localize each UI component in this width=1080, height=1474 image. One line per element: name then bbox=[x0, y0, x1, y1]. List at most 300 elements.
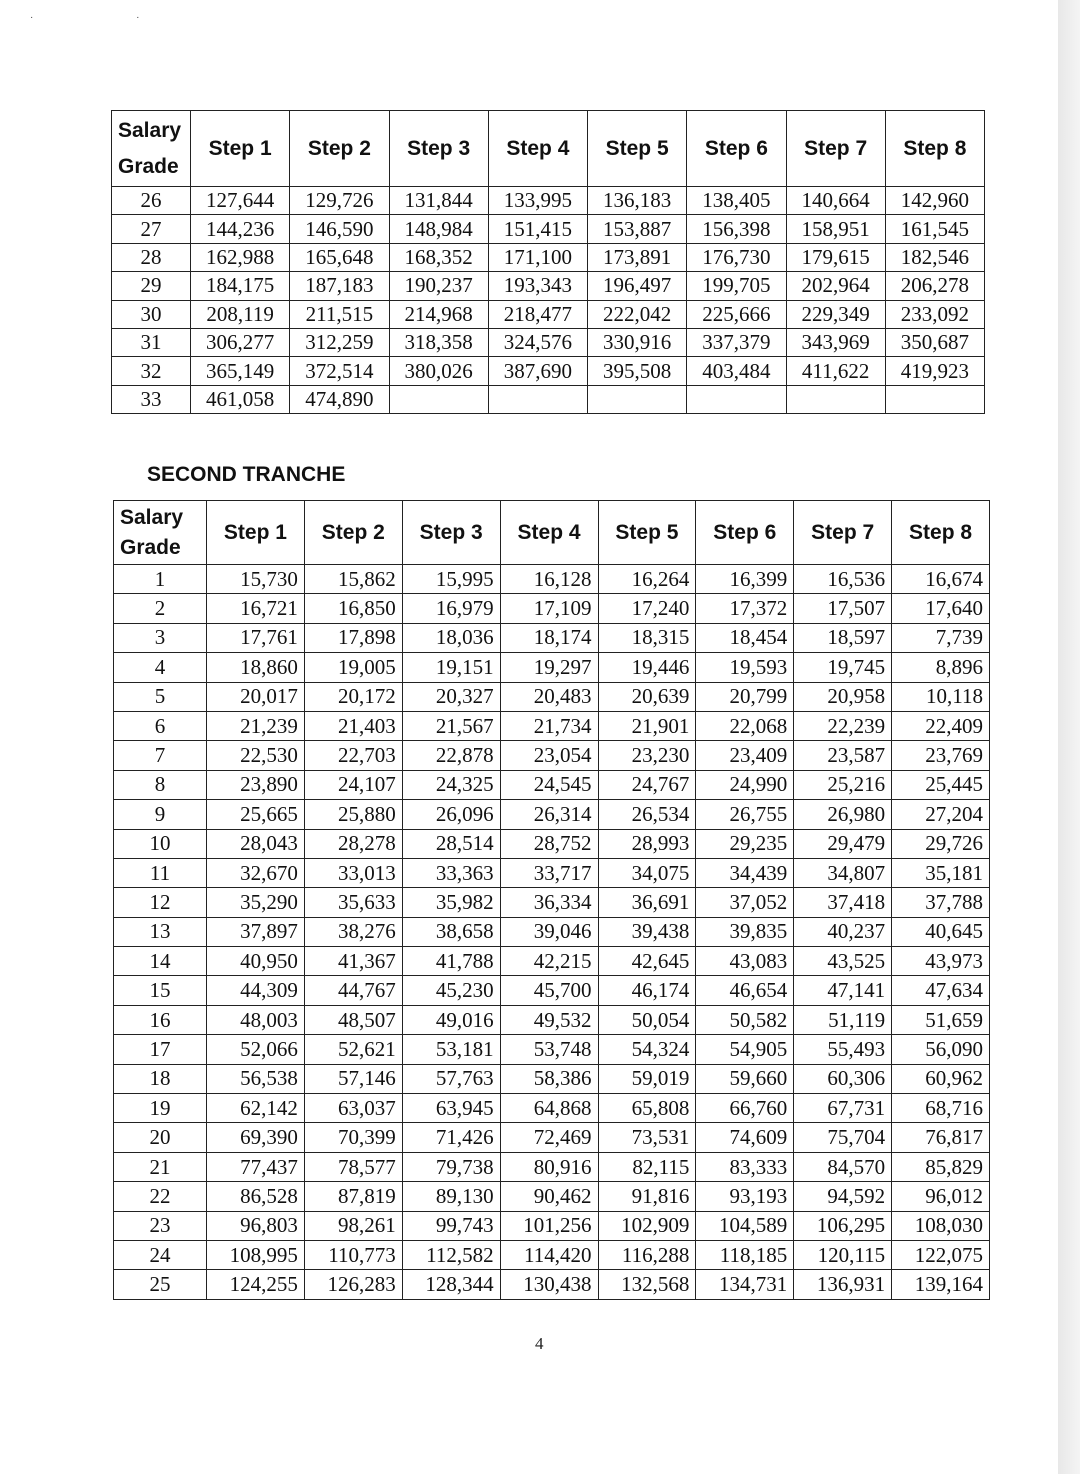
salary-cell: 225,666 bbox=[687, 300, 786, 328]
salary-cell: 90,462 bbox=[500, 1182, 598, 1211]
salary-cell: 21,901 bbox=[598, 711, 696, 740]
salary-cell: 59,019 bbox=[598, 1064, 696, 1093]
salary-cell: 57,763 bbox=[402, 1064, 500, 1093]
salary-cell: 102,909 bbox=[598, 1211, 696, 1240]
salary-cell: 101,256 bbox=[500, 1211, 598, 1240]
salary-cell: 63,945 bbox=[402, 1094, 500, 1123]
salary-cell: 50,054 bbox=[598, 1005, 696, 1034]
salary-cell: 17,240 bbox=[598, 594, 696, 623]
salary-cell: 69,390 bbox=[207, 1123, 305, 1152]
salary-cell: 21,734 bbox=[500, 711, 598, 740]
salary-cell: 156,398 bbox=[687, 215, 786, 243]
step-header: Step 8 bbox=[892, 501, 990, 565]
salary-cell: 43,973 bbox=[892, 947, 990, 976]
header-line-grade: Grade bbox=[118, 154, 179, 178]
salary-cell: 24,990 bbox=[696, 770, 794, 799]
salary-cell: 120,115 bbox=[794, 1240, 892, 1269]
page-number: 4 bbox=[535, 1334, 544, 1353]
salary-cell: 78,577 bbox=[304, 1152, 402, 1181]
table-row bbox=[114, 976, 990, 1005]
salary-grade-cell: 27 bbox=[112, 215, 191, 243]
salary-cell: 20,639 bbox=[598, 682, 696, 711]
salary-cell: 47,634 bbox=[892, 976, 990, 1005]
salary-cell: 118,185 bbox=[696, 1240, 794, 1269]
table-row bbox=[112, 215, 985, 243]
salary-cell: 56,538 bbox=[207, 1064, 305, 1093]
salary-cell: 27,204 bbox=[892, 800, 990, 829]
salary-cell: 16,128 bbox=[500, 565, 598, 594]
salary-cell: 99,743 bbox=[402, 1211, 500, 1240]
section-title: SECOND TRANCHE bbox=[147, 463, 346, 486]
salary-cell: 49,016 bbox=[402, 1005, 500, 1034]
salary-cell: 37,788 bbox=[892, 888, 990, 917]
salary-grade-cell: 15 bbox=[114, 976, 207, 1005]
table-row bbox=[114, 1035, 990, 1064]
salary-cell: 151,415 bbox=[488, 215, 587, 243]
salary-cell: 25,880 bbox=[304, 800, 402, 829]
salary-grade-header bbox=[114, 501, 207, 565]
salary-cell: 28,993 bbox=[598, 829, 696, 858]
salary-cell: 218,477 bbox=[488, 300, 587, 328]
salary-cell: 190,237 bbox=[389, 272, 488, 300]
salary-cell: 21,567 bbox=[402, 711, 500, 740]
salary-cell: 82,115 bbox=[598, 1152, 696, 1181]
salary-cell: 63,037 bbox=[304, 1094, 402, 1123]
salary-cell: 20,017 bbox=[207, 682, 305, 711]
salary-cell: 211,515 bbox=[290, 300, 389, 328]
salary-cell: 122,075 bbox=[892, 1240, 990, 1269]
salary-cell: 176,730 bbox=[687, 243, 786, 271]
salary-cell: 34,439 bbox=[696, 858, 794, 887]
salary-cell: 16,979 bbox=[402, 594, 500, 623]
salary-cell: 41,788 bbox=[402, 947, 500, 976]
salary-grade-cell: 11 bbox=[114, 858, 207, 887]
salary-cell: 139,164 bbox=[892, 1270, 990, 1299]
salary-cell: 131,844 bbox=[389, 187, 488, 215]
salary-cell: 22,239 bbox=[794, 711, 892, 740]
salary-cell: 16,536 bbox=[794, 565, 892, 594]
salary-cell: 86,528 bbox=[207, 1182, 305, 1211]
salary-cell: 66,760 bbox=[696, 1094, 794, 1123]
salary-cell: 229,349 bbox=[786, 300, 885, 328]
salary-cell: 45,700 bbox=[500, 976, 598, 1005]
step-header: Step 7 bbox=[794, 501, 892, 565]
salary-cell: 162,988 bbox=[191, 243, 290, 271]
salary-cell: 42,645 bbox=[598, 947, 696, 976]
salary-cell: 22,530 bbox=[207, 741, 305, 770]
salary-cell: 24,545 bbox=[500, 770, 598, 799]
salary-cell: 17,640 bbox=[892, 594, 990, 623]
salary-cell: 372,514 bbox=[290, 357, 389, 385]
salary-cell: 75,704 bbox=[794, 1123, 892, 1152]
salary-cell: 17,507 bbox=[794, 594, 892, 623]
salary-cell: 182,546 bbox=[885, 243, 984, 271]
salary-cell: 312,259 bbox=[290, 328, 389, 356]
salary-cell: 49,532 bbox=[500, 1005, 598, 1034]
step-header: Step 2 bbox=[304, 501, 402, 565]
salary-cell: 44,767 bbox=[304, 976, 402, 1005]
step-header: Step 3 bbox=[402, 501, 500, 565]
salary-cell: 222,042 bbox=[588, 300, 687, 328]
table-header-row bbox=[114, 501, 990, 565]
salary-cell: 15,995 bbox=[402, 565, 500, 594]
salary-cell: 47,141 bbox=[794, 976, 892, 1005]
salary-cell: 10,118 bbox=[892, 682, 990, 711]
salary-cell: 91,816 bbox=[598, 1182, 696, 1211]
salary-cell: 202,964 bbox=[786, 272, 885, 300]
salary-grade-cell: 12 bbox=[114, 888, 207, 917]
step-header: Step 4 bbox=[488, 111, 587, 187]
salary-cell: 93,193 bbox=[696, 1182, 794, 1211]
salary-cell: 54,324 bbox=[598, 1035, 696, 1064]
salary-cell: 51,119 bbox=[794, 1005, 892, 1034]
salary-grade-cell: 16 bbox=[114, 1005, 207, 1034]
salary-cell: 187,183 bbox=[290, 272, 389, 300]
salary-cell: 17,761 bbox=[207, 623, 305, 652]
table-row bbox=[112, 243, 985, 271]
salary-grade-cell: 24 bbox=[114, 1240, 207, 1269]
salary-cell: 19,151 bbox=[402, 653, 500, 682]
salary-cell: 26,534 bbox=[598, 800, 696, 829]
salary-cell: 140,664 bbox=[786, 187, 885, 215]
salary-grade-cell: 5 bbox=[114, 682, 207, 711]
salary-grade-cell: 26 bbox=[112, 187, 191, 215]
salary-cell: 39,835 bbox=[696, 917, 794, 946]
scan-specks: · · bbox=[30, 12, 190, 23]
salary-cell bbox=[885, 385, 984, 413]
table-header-row bbox=[112, 111, 985, 187]
table-row bbox=[114, 1240, 990, 1269]
salary-cell: 38,276 bbox=[304, 917, 402, 946]
salary-cell: 34,807 bbox=[794, 858, 892, 887]
salary-cell: 42,215 bbox=[500, 947, 598, 976]
salary-cell: 206,278 bbox=[885, 272, 984, 300]
salary-cell bbox=[588, 385, 687, 413]
table-row bbox=[114, 947, 990, 976]
salary-cell: 127,644 bbox=[191, 187, 290, 215]
salary-cell: 29,726 bbox=[892, 829, 990, 858]
step-header: Step 6 bbox=[687, 111, 786, 187]
table-row bbox=[114, 888, 990, 917]
salary-cell: 50,582 bbox=[696, 1005, 794, 1034]
salary-cell: 98,261 bbox=[304, 1211, 402, 1240]
salary-cell: 21,403 bbox=[304, 711, 402, 740]
salary-grade-cell: 28 bbox=[112, 243, 191, 271]
salary-cell: 18,860 bbox=[207, 653, 305, 682]
salary-cell: 77,437 bbox=[207, 1152, 305, 1181]
salary-cell: 208,119 bbox=[191, 300, 290, 328]
salary-cell: 20,327 bbox=[402, 682, 500, 711]
salary-cell: 35,633 bbox=[304, 888, 402, 917]
table-row bbox=[114, 917, 990, 946]
salary-cell: 193,343 bbox=[488, 272, 587, 300]
salary-cell: 35,982 bbox=[402, 888, 500, 917]
salary-cell: 25,445 bbox=[892, 770, 990, 799]
salary-cell: 38,658 bbox=[402, 917, 500, 946]
salary-cell: 136,183 bbox=[588, 187, 687, 215]
salary-cell: 79,738 bbox=[402, 1152, 500, 1181]
salary-cell: 23,587 bbox=[794, 741, 892, 770]
salary-cell: 48,507 bbox=[304, 1005, 402, 1034]
salary-cell: 71,426 bbox=[402, 1123, 500, 1152]
table-body bbox=[112, 187, 985, 414]
salary-cell: 161,545 bbox=[885, 215, 984, 243]
salary-cell: 25,665 bbox=[207, 800, 305, 829]
salary-cell: 37,418 bbox=[794, 888, 892, 917]
table-body bbox=[114, 565, 990, 1300]
salary-cell: 22,409 bbox=[892, 711, 990, 740]
salary-cell: 18,036 bbox=[402, 623, 500, 652]
salary-cell: 116,288 bbox=[598, 1240, 696, 1269]
salary-cell: 17,109 bbox=[500, 594, 598, 623]
salary-grade-cell: 33 bbox=[112, 385, 191, 413]
step-header: Step 5 bbox=[598, 501, 696, 565]
salary-grade-cell: 4 bbox=[114, 653, 207, 682]
salary-cell: 16,399 bbox=[696, 565, 794, 594]
salary-cell: 337,379 bbox=[687, 328, 786, 356]
salary-cell: 26,096 bbox=[402, 800, 500, 829]
table-row bbox=[114, 858, 990, 887]
step-header: Step 8 bbox=[885, 111, 984, 187]
salary-cell: 84,570 bbox=[794, 1152, 892, 1181]
salary-grade-cell: 25 bbox=[114, 1270, 207, 1299]
salary-cell: 60,306 bbox=[794, 1064, 892, 1093]
salary-cell: 33,013 bbox=[304, 858, 402, 887]
salary-cell: 80,916 bbox=[500, 1152, 598, 1181]
salary-grade-cell: 19 bbox=[114, 1094, 207, 1123]
salary-grade-header bbox=[112, 111, 191, 187]
salary-cell: 28,752 bbox=[500, 829, 598, 858]
salary-grade-cell: 23 bbox=[114, 1211, 207, 1240]
salary-cell: 18,174 bbox=[500, 623, 598, 652]
table-row bbox=[114, 1005, 990, 1034]
salary-cell: 51,659 bbox=[892, 1005, 990, 1034]
salary-cell: 343,969 bbox=[786, 328, 885, 356]
salary-cell: 24,767 bbox=[598, 770, 696, 799]
salary-cell: 324,576 bbox=[488, 328, 587, 356]
table-row bbox=[114, 1094, 990, 1123]
salary-cell: 365,149 bbox=[191, 357, 290, 385]
salary-cell: 112,582 bbox=[402, 1240, 500, 1269]
salary-cell: 59,660 bbox=[696, 1064, 794, 1093]
table-row bbox=[114, 800, 990, 829]
table-row bbox=[114, 1211, 990, 1240]
salary-cell: 55,493 bbox=[794, 1035, 892, 1064]
salary-grade-cell: 6 bbox=[114, 711, 207, 740]
salary-cell: 28,043 bbox=[207, 829, 305, 858]
salary-cell: 46,174 bbox=[598, 976, 696, 1005]
salary-cell: 62,142 bbox=[207, 1094, 305, 1123]
salary-grade-cell: 7 bbox=[114, 741, 207, 770]
salary-cell: 26,980 bbox=[794, 800, 892, 829]
salary-cell: 23,054 bbox=[500, 741, 598, 770]
salary-cell: 56,090 bbox=[892, 1035, 990, 1064]
salary-cell: 168,352 bbox=[389, 243, 488, 271]
salary-cell bbox=[389, 385, 488, 413]
salary-cell: 130,438 bbox=[500, 1270, 598, 1299]
salary-cell: 17,898 bbox=[304, 623, 402, 652]
salary-cell: 87,819 bbox=[304, 1182, 402, 1211]
salary-cell: 387,690 bbox=[488, 357, 587, 385]
salary-cell: 73,531 bbox=[598, 1123, 696, 1152]
salary-cell: 29,235 bbox=[696, 829, 794, 858]
salary-cell: 28,278 bbox=[304, 829, 402, 858]
salary-cell: 8,896 bbox=[892, 653, 990, 682]
salary-cell: 26,314 bbox=[500, 800, 598, 829]
salary-grade-cell: 8 bbox=[114, 770, 207, 799]
table-row bbox=[114, 623, 990, 652]
salary-cell: 43,083 bbox=[696, 947, 794, 976]
salary-cell: 461,058 bbox=[191, 385, 290, 413]
salary-cell bbox=[488, 385, 587, 413]
salary-cell: 233,092 bbox=[885, 300, 984, 328]
salary-cell: 53,748 bbox=[500, 1035, 598, 1064]
salary-cell: 25,216 bbox=[794, 770, 892, 799]
salary-cell: 20,958 bbox=[794, 682, 892, 711]
salary-cell: 106,295 bbox=[794, 1211, 892, 1240]
salary-cell: 94,592 bbox=[794, 1182, 892, 1211]
salary-cell: 35,290 bbox=[207, 888, 305, 917]
salary-cell: 133,995 bbox=[488, 187, 587, 215]
salary-cell bbox=[786, 385, 885, 413]
step-header: Step 1 bbox=[207, 501, 305, 565]
salary-cell: 26,755 bbox=[696, 800, 794, 829]
salary-cell: 70,399 bbox=[304, 1123, 402, 1152]
salary-grade-cell: 1 bbox=[114, 565, 207, 594]
salary-grade-cell: 9 bbox=[114, 800, 207, 829]
salary-cell: 23,230 bbox=[598, 741, 696, 770]
salary-cell: 21,239 bbox=[207, 711, 305, 740]
salary-cell: 350,687 bbox=[885, 328, 984, 356]
salary-cell: 110,773 bbox=[304, 1240, 402, 1269]
salary-cell: 153,887 bbox=[588, 215, 687, 243]
salary-cell: 29,479 bbox=[794, 829, 892, 858]
salary-grade-cell: 22 bbox=[114, 1182, 207, 1211]
page-edge-shadow bbox=[1058, 0, 1080, 1474]
salary-cell: 419,923 bbox=[885, 357, 984, 385]
salary-cell: 85,829 bbox=[892, 1152, 990, 1181]
salary-table-second-tranche bbox=[113, 500, 990, 1300]
salary-cell: 184,175 bbox=[191, 272, 290, 300]
salary-cell: 15,730 bbox=[207, 565, 305, 594]
salary-cell: 165,648 bbox=[290, 243, 389, 271]
step-header: Step 4 bbox=[500, 501, 598, 565]
header-line-grade: Grade bbox=[120, 535, 181, 559]
salary-cell: 24,107 bbox=[304, 770, 402, 799]
salary-cell: 64,868 bbox=[500, 1094, 598, 1123]
salary-grade-cell: 20 bbox=[114, 1123, 207, 1152]
salary-cell: 196,497 bbox=[588, 272, 687, 300]
salary-cell: 128,344 bbox=[402, 1270, 500, 1299]
salary-cell: 36,691 bbox=[598, 888, 696, 917]
salary-cell: 68,716 bbox=[892, 1094, 990, 1123]
table-row bbox=[114, 741, 990, 770]
salary-grade-cell: 18 bbox=[114, 1064, 207, 1093]
salary-cell: 124,255 bbox=[207, 1270, 305, 1299]
table-row bbox=[114, 594, 990, 623]
salary-cell: 58,386 bbox=[500, 1064, 598, 1093]
salary-cell: 395,508 bbox=[588, 357, 687, 385]
table-row bbox=[114, 653, 990, 682]
salary-cell: 158,951 bbox=[786, 215, 885, 243]
salary-cell: 83,333 bbox=[696, 1152, 794, 1181]
table-row bbox=[114, 1123, 990, 1152]
salary-grade-cell: 32 bbox=[112, 357, 191, 385]
salary-cell: 330,916 bbox=[588, 328, 687, 356]
table-row bbox=[114, 829, 990, 858]
step-header: Step 6 bbox=[696, 501, 794, 565]
salary-table-first-tranche bbox=[111, 110, 985, 414]
salary-cell: 114,420 bbox=[500, 1240, 598, 1269]
salary-cell: 52,066 bbox=[207, 1035, 305, 1064]
salary-cell: 19,745 bbox=[794, 653, 892, 682]
step-header: Step 1 bbox=[191, 111, 290, 187]
salary-cell: 16,674 bbox=[892, 565, 990, 594]
salary-cell: 144,236 bbox=[191, 215, 290, 243]
table-row bbox=[114, 565, 990, 594]
salary-cell: 76,817 bbox=[892, 1123, 990, 1152]
table-row bbox=[112, 385, 985, 413]
salary-cell: 46,654 bbox=[696, 976, 794, 1005]
salary-cell bbox=[687, 385, 786, 413]
salary-cell: 57,146 bbox=[304, 1064, 402, 1093]
salary-cell: 199,705 bbox=[687, 272, 786, 300]
salary-cell: 104,589 bbox=[696, 1211, 794, 1240]
salary-cell: 19,446 bbox=[598, 653, 696, 682]
salary-cell: 37,897 bbox=[207, 917, 305, 946]
salary-cell: 17,372 bbox=[696, 594, 794, 623]
salary-cell: 41,367 bbox=[304, 947, 402, 976]
salary-cell: 37,052 bbox=[696, 888, 794, 917]
salary-cell: 36,334 bbox=[500, 888, 598, 917]
table-row bbox=[114, 711, 990, 740]
salary-cell: 74,609 bbox=[696, 1123, 794, 1152]
salary-cell: 72,469 bbox=[500, 1123, 598, 1152]
salary-cell: 96,803 bbox=[207, 1211, 305, 1240]
salary-grade-cell: 14 bbox=[114, 947, 207, 976]
salary-cell: 7,739 bbox=[892, 623, 990, 652]
salary-cell: 20,799 bbox=[696, 682, 794, 711]
salary-grade-cell: 29 bbox=[112, 272, 191, 300]
salary-cell: 28,514 bbox=[402, 829, 500, 858]
salary-cell: 48,003 bbox=[207, 1005, 305, 1034]
table-row bbox=[114, 770, 990, 799]
salary-cell: 146,590 bbox=[290, 215, 389, 243]
salary-cell: 138,405 bbox=[687, 187, 786, 215]
salary-grade-cell: 2 bbox=[114, 594, 207, 623]
salary-grade-cell: 10 bbox=[114, 829, 207, 858]
salary-cell: 43,525 bbox=[794, 947, 892, 976]
salary-cell: 40,237 bbox=[794, 917, 892, 946]
salary-cell: 89,130 bbox=[402, 1182, 500, 1211]
table-row bbox=[112, 357, 985, 385]
salary-cell: 16,850 bbox=[304, 594, 402, 623]
salary-cell: 142,960 bbox=[885, 187, 984, 215]
salary-cell: 33,363 bbox=[402, 858, 500, 887]
salary-cell: 52,621 bbox=[304, 1035, 402, 1064]
salary-cell: 22,878 bbox=[402, 741, 500, 770]
salary-cell: 60,962 bbox=[892, 1064, 990, 1093]
salary-cell: 24,325 bbox=[402, 770, 500, 799]
salary-grade-cell: 21 bbox=[114, 1152, 207, 1181]
salary-cell: 23,409 bbox=[696, 741, 794, 770]
salary-cell: 16,264 bbox=[598, 565, 696, 594]
step-header: Step 7 bbox=[786, 111, 885, 187]
salary-cell: 45,230 bbox=[402, 976, 500, 1005]
salary-cell: 23,769 bbox=[892, 741, 990, 770]
salary-cell: 474,890 bbox=[290, 385, 389, 413]
salary-cell: 96,012 bbox=[892, 1182, 990, 1211]
